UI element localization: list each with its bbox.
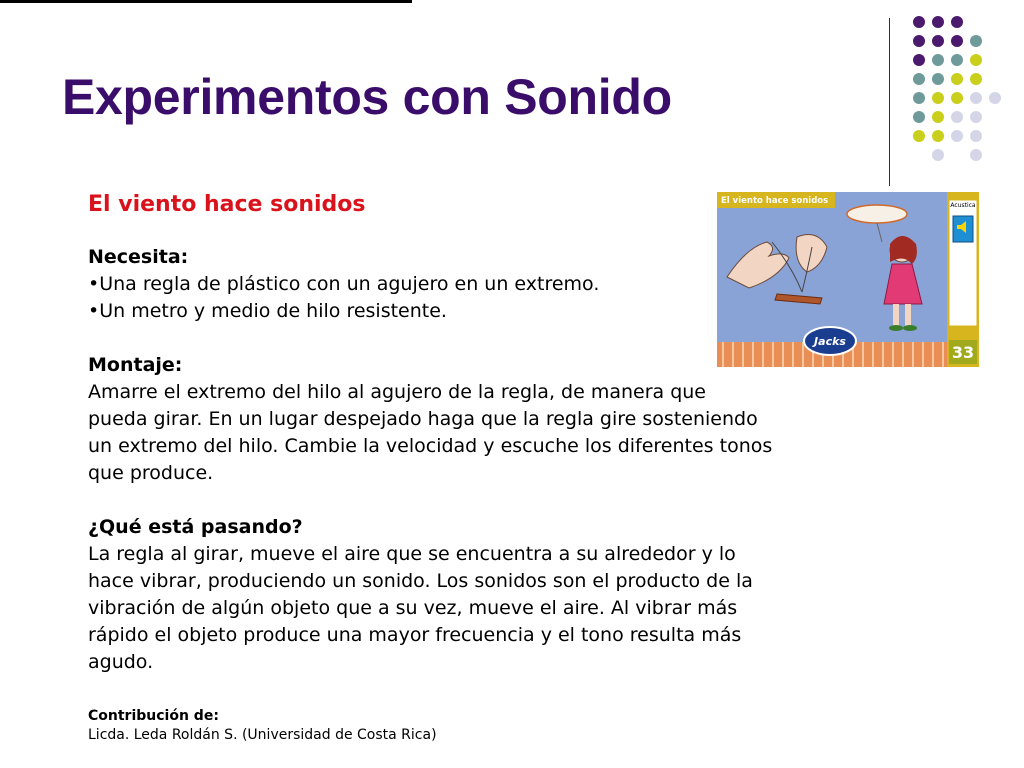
credit-heading: Contribución de: [88,708,219,724]
dot [932,111,944,123]
credit-block [88,707,437,745]
dot [970,54,982,66]
needs-item: •Un metro y medio de hilo resistente. [88,300,447,322]
happening-line: agudo. [88,651,154,673]
needs-heading: Necesita: [88,246,189,268]
dot [951,130,963,142]
setup-line: Amarre el extremo del hilo al agujero de la regla, de manera que [88,381,706,403]
dot [970,130,982,142]
dot [932,35,944,47]
dot [932,130,944,142]
credit-text: Licda. Leda Roldán S. (Universidad de Costa Rica) [88,727,437,743]
setup-line: un extremo del hilo. Cambie la velocidad y escuche los diferentes tonos [88,435,773,457]
page-number: 33 [951,343,975,362]
brand-name: Jacks [814,335,846,348]
illustration-title: El viento hace sonidos [721,196,829,206]
vertical-divider [889,18,890,186]
dot [932,73,944,85]
dot [932,16,944,28]
dot [951,111,963,123]
dot [970,111,982,123]
setup-line: que produce. [88,462,214,484]
happening-line: hace vibrar, produciendo un sonido. Los sonidos son el producto de la [88,570,753,592]
dot [951,54,963,66]
dot [913,16,925,28]
dot [932,54,944,66]
girl-leg [893,304,899,326]
dot [913,130,925,142]
happening-line: vibración de algún objeto que a su vez, mueve el aire. Al vibrar más [88,597,738,619]
dot [970,73,982,85]
dot [913,111,925,123]
category-label: Acustica [950,202,976,209]
experiment-subtitle: El viento hace sonidos [88,192,366,217]
dot [951,73,963,85]
girl-shoe [903,325,917,331]
setup-heading: Montaje: [88,354,183,376]
dot [913,35,925,47]
needs-item: •Una regla de plástico con un agujero en un extremo. [88,273,600,295]
dot [951,35,963,47]
top-rule [0,0,412,3]
dot [970,149,982,161]
dot [913,73,925,85]
dot [970,35,982,47]
happening-line: La regla al girar, mueve el aire que se encuentra a su alrededor y lo [88,543,736,565]
setup-paragraph [88,379,928,487]
dot [970,92,982,104]
happening-paragraph [88,541,928,676]
dot [951,92,963,104]
experiment-illustration [717,192,979,367]
dot [932,92,944,104]
dot [989,92,1001,104]
girl-leg [905,304,911,326]
girl-shoe [889,325,903,331]
dot [951,16,963,28]
slide-title: Experimentos con Sonido [62,69,672,125]
dot [913,92,925,104]
happening-heading: ¿Qué está pasando? [88,516,303,538]
spacer [88,487,928,514]
dot [932,149,944,161]
happening-line: rápido el objeto produce una mayor frecuencia y el tono resulta más [88,624,742,646]
setup-line: pueda girar. En un lugar despejado haga que la regla gire sosteniendo [88,408,758,430]
dot [913,54,925,66]
spinning-propeller [847,205,907,223]
